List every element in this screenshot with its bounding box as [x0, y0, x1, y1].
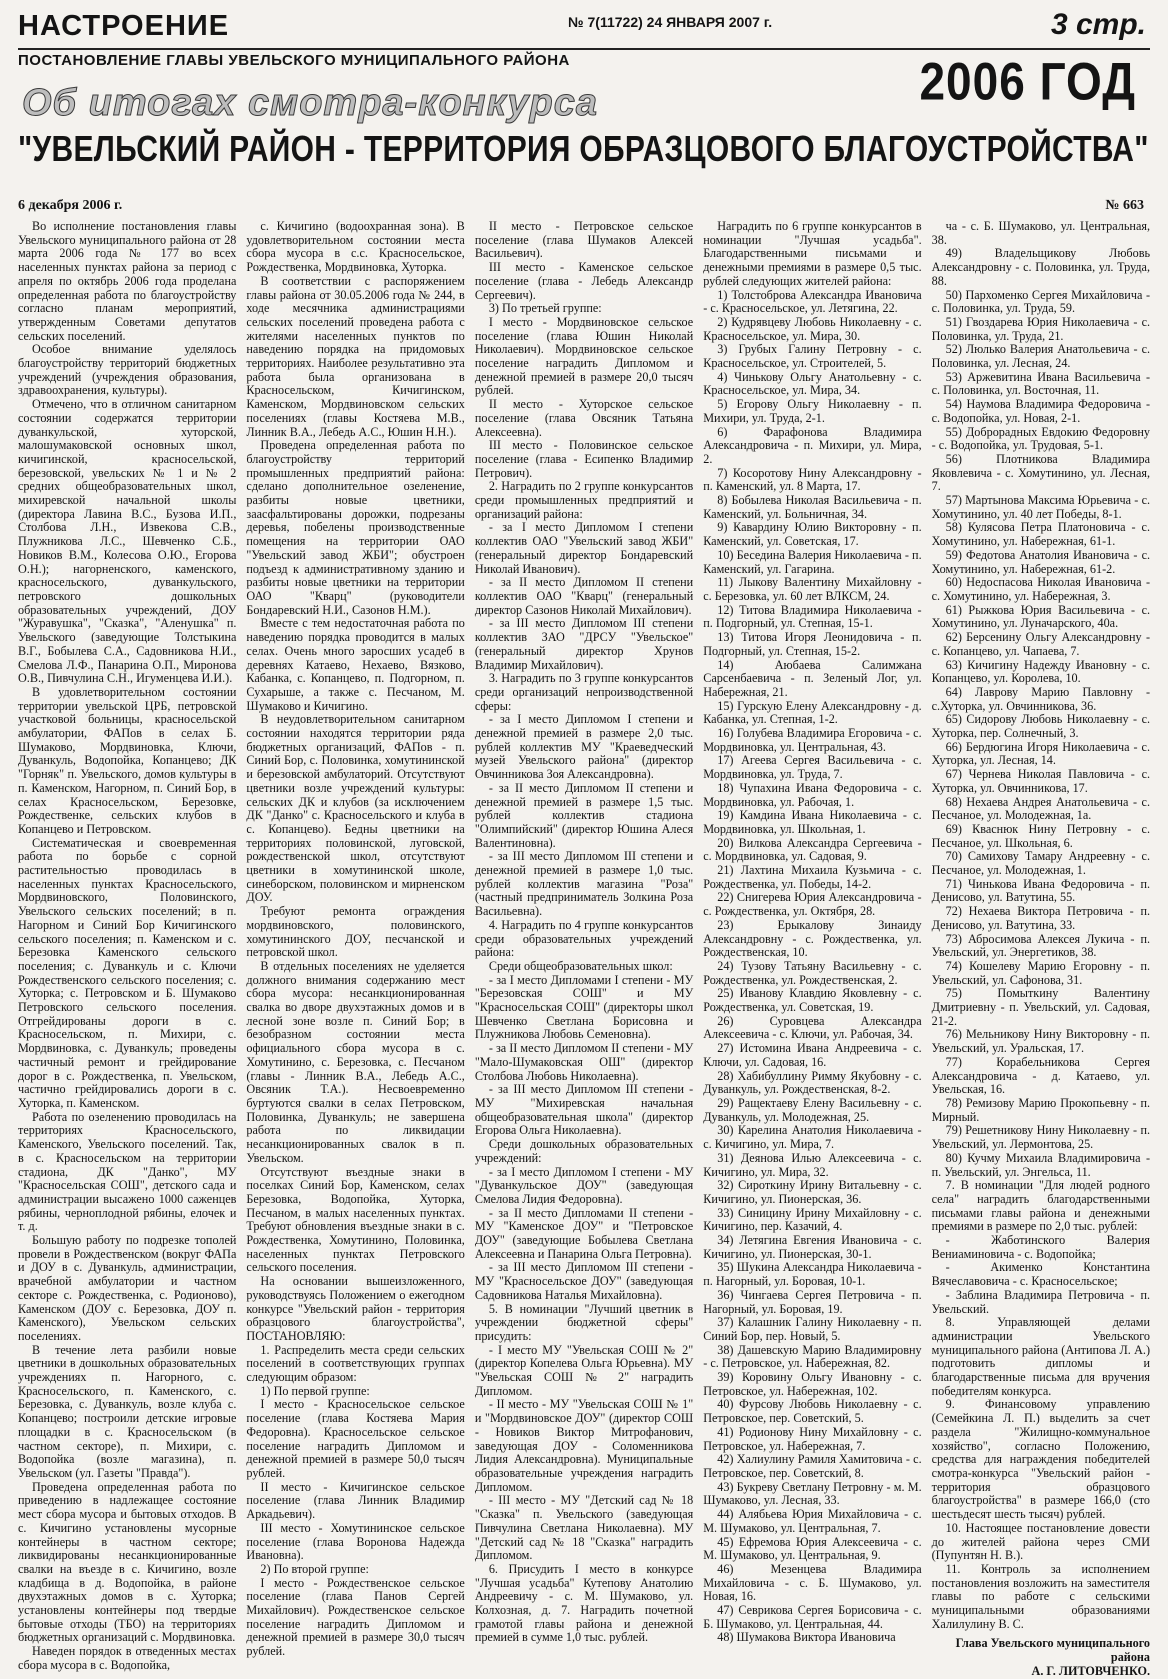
article-paragraph: 45) Ефремова Юрия Алексеевича - с. М. Шумаково, ул. Центральная, 9.: [703, 1534, 922, 1563]
article-paragraph: 63) Кичигину Надежду Ивановну - с. Копанцево, ул. Королева, 10.: [931, 657, 1151, 686]
article-paragraph: 78) Ремизову Марию Прокопьевну - п. Мирный.: [931, 1096, 1151, 1124]
article-paragraph: 32) Сироткину Ирину Витальевну - с. Кичигино, ул. Пионерская, 36.: [703, 1178, 922, 1206]
article-paragraph: - Заблина Владимира Петровича - п. Увельский.: [931, 1287, 1151, 1316]
article-paragraph: 21) Лахтина Михаила Кузьмича - с. Рождественка, ул. Победы, 14-2.: [703, 863, 922, 891]
article-paragraph: - за I место Дипломом I степени и денежной премией в размере 2,0 тыс. рублей коллектив МУ "Краеведческий музей Увельского района" (директор Овчинникова Зоя Александровна).: [474, 712, 694, 782]
signature-name: А. Г. ЛИТОВЧЕНКО.: [1031, 1663, 1151, 1678]
article-paragraph: 22) Снигерева Юрия Александровича - с. Рождественка, ул. Октября, 28.: [703, 890, 922, 919]
article-paragraph: 12) Титова Владимира Николаевича - п. Подгорный, ул. Степная, 15-1.: [703, 602, 922, 631]
article-paragraph: 24) Тузову Татьяну Васильевну - с. Рождественка, ул. Рождественская, 2.: [703, 958, 922, 987]
article-paragraph: Во исполнение постановления главы Увельского муниципального района от 28 марта 2006 года № 177 во всех населенных пунктах района за период с апреля по октябрь 2006 года проделана определенная работа по благоустройству согласно планам мероприятий, утвержденным Советами депутатов сельских поселений.: [18, 219, 237, 343]
article-paragraph: В неудовлетворительном санитарном состоянии находятся территории ряда бюджетных организаций, ФАПов - п. Синий Бор, с. Половинка, хомутининской и березовской амбулаторий. Отсутствуют цветники возле учреждений культуры: сельских ДК и клубов (за исключением ДК "Данко" с. Красносельского и клуба в с. Копанцево). Бедны цветники на территориях половинской, луговской, рождественской школ, отсутствуют цветники в хомутининской школе, синеборском, половинском и мирненском ДОУ.: [246, 712, 465, 905]
article-paragraph: 4) Чинькову Ольгу Анатольевну - с. Красносельское, ул. Мира, 34.: [703, 369, 922, 398]
newspaper-name: НАСТРОЕНИЕ: [18, 10, 230, 42]
article-paragraph: В течение лета разбили новые цветники в дошкольных образовательных учреждениях п. Нагорного, с. Красносельского, п. Каменского, с. Березовка, с. Дуванкуль, возле клуба с. Копанцево; построили детские игровые площадки в с. Красносельском (в частном секторе), п. Михири, с. Водопойка (возле магазина), п. Увельском (ул. Газеты "Правда").: [18, 1342, 237, 1480]
article-column-1: [18, 219, 237, 1672]
article-paragraph: Отсутствуют въездные знаки в поселках Синий Бор, Каменском, селах Березовка, Водопойка, Хуторка, Песчаном, в малых населенных пунктах. Требуют обновления въездные знаки в с. Рождественка, Хомутинино, Половинка, населенных пунктах Петровского сельского поселения.: [246, 1164, 465, 1275]
decree-meta: [18, 198, 1150, 216]
article-paragraph: 64) Лаврову Марию Павловну - с.Хуторка, ул. Овчинникова, 36.: [931, 684, 1151, 713]
article-paragraph: 9. Финансовому управлению (Семейкина Л. П.) выделить за счет раздела "Жилищно-коммунальное хозяйство", согласно Положению, средства для награждения победителей смотра-конкурса "Увельский район - территория образцового благоустройства" в размере 166,0 (сто шестьдесят шесть тысяч) рублей.: [931, 1397, 1151, 1522]
signature-block: [932, 1637, 1150, 1678]
article-paragraph: 11. Контроль за исполнением постановления возложить на заместителя главы по работе с сельскими муниципальными образованиями Халилулину В. С.: [931, 1561, 1151, 1631]
article-paragraph: - за III место Дипломом III степени коллектив ЗАО "ДРСУ "Увельское" (генеральный директор Хрунов Владимир Михайлович).: [474, 616, 694, 672]
article-paragraph: 1) Толстоброва Александра Ивановича - с. Красносельское, ул. Летягина, 22.: [703, 287, 922, 316]
article-paragraph: 70) Самихову Тамару Андреевну - с. Песчаное, ул. Молодежная, 1.: [931, 849, 1151, 878]
article-paragraph: 49) Владельщикову Любовь Александровну - с. Половинка, ул. Труда, 88.: [931, 246, 1151, 288]
signature-title: Глава Увельского муниципального района: [955, 1636, 1151, 1665]
issue-info: № 7(11722) 24 ЯНВАРЯ 2007 г.: [568, 14, 773, 30]
year-heading: 2006 ГОД: [919, 51, 1136, 111]
article-paragraph: Отмечено, что в отличном санитарном состоянии содержатся территории дуванкульской, хуторской, малошумаковской основных школ, кичигинской, красносельской, березовской, увельских № 1 и № 2 средних общеобразовательных школ, михиревской начальной школы (директора Лавина В.С., Бузова И.П., Столбова Л.Н., Извекова С.В., Плужникова Л.С., Шевченко С.Б., Новиков В.М., Колесова О.Ю., Егорова О.Н.); нагорненского, каменского, красносельского, дуванкульского, петровского дошкольных образовательных учреждений, ДОУ "Журавушка", "Сказка", "Аленушка" п. Увельского (заведующие Толстыкина В.Г., Бобылева С.А., Садовникова Н.И., Смелова Л.Ф., Панарина О.П., Миронова О.В., Пивчулина С.Н., Игуменцева И.И.).: [18, 397, 237, 686]
article-paragraph: 67) Чернева Николая Павловича - с. Хуторка, ул. Овчинникова, 17.: [931, 767, 1151, 795]
article-paragraph: 20) Вилкова Александра Сергеевича - с. Мордвиновка, ул. Садовая, 9.: [703, 835, 922, 864]
article-paragraph: 19) Камдина Ивана Николаевича - с. Мордвиновка, ул. Школьная, 1.: [703, 808, 922, 836]
article-paragraph: Требуют ремонта ограждения мордвиновского, половинского, хомутининского ДОУ, песчанской и петровской школ.: [246, 904, 465, 960]
article-paragraph: 1) По первой группе:: [260, 1383, 370, 1398]
article-paragraph: - за II место Дипломами II степени - МУ "Каменское ДОУ" и "Петровское ДОУ" (заведующие Бобылева Светлана Алексеевна и Панарина Ольга Петровна).: [474, 1205, 694, 1261]
article-paragraph: 8) Бобылева Николая Васильевича - п. Каменский, ул. Больничная, 34.: [703, 493, 922, 521]
article-paragraph: - Жаботинского Валерия Вениаминовича - с. Водопойка;: [931, 1233, 1151, 1261]
article-paragraph: 28) Хабибуллину Римму Якубовну - с. Дуванкуль, ул. Рождественская, 8-2.: [703, 1068, 922, 1097]
article-paragraph: 10) Беседина Валерия Николаевича - п. Каменский, ул. Гагарина.: [703, 547, 922, 576]
article-paragraph: I место - Красносельское сельское поселение (глава Костяева Мария Федоровна). Красносельское сельское поселение наградить Дипломом и денежной премией в размере 50,0 тысяч рублей.: [246, 1397, 465, 1480]
masthead: [18, 8, 1150, 50]
article-paragraph: II место - Кичигинское сельское поселение (глава Линник Владимир Аркадьевич).: [246, 1479, 465, 1522]
article-paragraph: 74) Кошелеву Марию Егоровну - п. Увельский, ул. Сафонова, 31.: [931, 958, 1151, 987]
article-paragraph: I место - Мордвиновское сельское поселение (глава Юшин Николай Николаевич). Мордвиновское сельское поселение наградить Дипломом и денежной премией в размере 20,0 тысяч рублей.: [474, 314, 694, 398]
article-paragraph: III место - Хомутининское сельское поселение (глава Воронова Надежда Ивановна).: [246, 1520, 465, 1563]
article-paragraph: 73) Абросимова Алексея Лукича - п. Увельский, ул. Энергетиков, 38.: [931, 931, 1151, 960]
decree-date: 6 декабря 2006 г.: [18, 198, 123, 213]
article-paragraph: 65) Сидорову Любовь Николаевну - с. Хуторка, пер. Солнечный, 3.: [931, 712, 1151, 741]
article-paragraph: 47) Севрикова Сергея Борисовича - с. Б. Шумаково, ул. Центральная, 44.: [703, 1603, 922, 1631]
article-column-5: [931, 219, 1151, 1678]
article-paragraph: 13) Титова Игоря Леонидовича - п. Подгорный, ул. Степная, 15-2.: [703, 630, 922, 658]
article-paragraph: 31) Деянова Илью Алексеевича - с. Кичигино, ул. Мира, 32.: [703, 1150, 922, 1179]
article-paragraph: 42) Халиулину Рамиля Хамитовича - с. Петровское, пер. Советский, 8.: [703, 1452, 922, 1480]
article-paragraph: 10. Настоящее постановление довести до жителей района через СМИ (Пупунтян Н. В.).: [931, 1520, 1151, 1563]
article-paragraph: 6) Фарафонова Владимира Александровича - п. Михири, ул. Мира, 2.: [703, 424, 922, 466]
decree-heading: ПОСТАНОВЛЕНИЕ ГЛАВЫ УВЕЛЬСКОГО МУНИЦИПАЛЬНОГО РАЙОНА: [18, 52, 570, 69]
article-paragraph: II место - Хуторское сельское поселение (глава Овсяник Татьяна Алексеевна).: [474, 397, 694, 439]
article-paragraph: 53) Аржевитина Ивана Васильевича - с. Половинка, ул. Восточная, 11.: [931, 369, 1151, 398]
article-paragraph: 46) Мезенцева Владимира Михайловича - с. Б. Шумаково, ул. Новая, 16.: [703, 1561, 922, 1604]
article-paragraph: 35) Шукина Александра Николаевича - п. Нагорный, ул. Боровая, 10-1.: [703, 1260, 922, 1289]
article-paragraph: 2. Наградить по 2 группе конкурсантов среди промышленных предприятий и организаций района:: [474, 479, 694, 521]
article-paragraph: 25) Иванову Клавдию Яковлевну - с. Рождественка, ул. Советская, 19.: [703, 986, 922, 1015]
article-paragraph: - за III место Дипломом III степени и денежной премией в размере 1,0 тыс. рублей коллектив магазина "Роза" (частный предприниматель Золкина Роза Васильевна).: [474, 849, 694, 919]
article-paragraph: 41) Родионову Нину Михайловну - с. Петровское, ул. Набережная, 7.: [703, 1424, 922, 1453]
article-paragraph: 18) Чупахина Ивана Федоровича - с. Мордвиновка, ул. Рабочая, 1.: [703, 780, 922, 809]
article-paragraph: III место - Каменское сельское поселение (глава - Лебедь Александр Сергеевич).: [474, 260, 694, 302]
article-paragraph: На основании вышеизложенного, руководствуясь Положением о ежегодном конкурсе "Увельский район - территория образцового благоустройства", ПОСТАНОВЛЯЮ:: [246, 1274, 465, 1343]
article-paragraph: 57) Мартынова Максима Юрьевича - с. Хомутинино, ул. 40 лет Победы, 8-1.: [931, 493, 1151, 521]
article-paragraph: Работа по озеленению проводилась на территориях Красносельского, Каменского, Увельского поселений. Так, в с. Красносельском на территории стадиона, ДК "Данко", МУ "Красносельская СОШ", детского сада и администрации высажено 1000 саженцев рябины, черноплодной рябины, елочек и т. д.: [18, 1109, 237, 1234]
article-paragraph: 5. В номинации "Лучший цветник в учреждении бюджетной сферы" присудить:: [474, 1301, 694, 1343]
article-paragraph: 54) Наумова Владимира Федоровича - с. Водопойка, ул. Новая, 2-1.: [931, 397, 1151, 425]
article-paragraph: 56) Плотникова Владимира Яковлевича - с. Хомутинино, ул. Лесная, 7.: [931, 451, 1151, 494]
article-paragraph: 37) Калашник Галину Николаевну - п. Синий Бор, пер. Новый, 5.: [703, 1315, 922, 1343]
article-paragraph: Особое внимание уделялось благоустройству территорий бюджетных учреждений (учреждения образования, здравоохранения, культуры).: [18, 342, 237, 398]
article-paragraph: 44) Алябьева Юрия Михайловича - с. М. Шумаково, ул. Центральная, 7.: [703, 1507, 922, 1535]
article-paragraph: 48) Шумакова Виктора Ивановича: [717, 1630, 896, 1645]
article-paragraph: 26) Суровцева Александра Алексеевича - с. Ключи, ул. Рабочая, 34.: [703, 1013, 922, 1042]
article-paragraph: - за II место Дипломом II степени коллектив ОАО "Кварц" (генеральный директор Сазонов Николай Михайлович).: [474, 575, 694, 617]
article-paragraph: 72) Нехаева Виктора Петровича - п. Денисово, ул. Ватутина, 33.: [931, 904, 1151, 932]
article-paragraph: 23) Ерыкалову Зинаиду Александровну - с. Рождественка, ул. Рождественская, 10.: [703, 917, 922, 960]
article-paragraph: В удовлетворительном состоянии территории увельской ЦРБ, петровской участковой больницы, красносельской амбулатории, ФАПов в селах Б. Шумаково, Мордвиновка, Ключи, Дуванкуль, Водопойка, Копанцево; ДК "Горняк" п. Увельского, домов культуры в п. Каменском, Нагорном, п. Синий Бор, в селах Красносельском, Березовке, Рождественке, сельских клубов в Копанцево и Петровском.: [18, 684, 237, 836]
article-paragraph: 29) Ращектаеву Елену Васильевну - с. Дуванкуль, ул. Молодежная, 25.: [703, 1096, 922, 1124]
article-paragraph: 36) Чингаева Сергея Петровича - п. Нагорный, ул. Боровая, 19.: [703, 1287, 922, 1316]
article-paragraph: 17) Агеева Сергея Васильевича - с. Мордвиновка, ул. Труда, 7.: [703, 753, 922, 782]
article-paragraph: 11) Лыкову Валентину Михайловну - с. Березовка, ул. 60 лет ВЛКСМ, 24.: [703, 575, 922, 603]
article-paragraph: - I место МУ "Увельская СОШ № 2" (директор Копелева Ольга Юрьевна). МУ "Увельская СОШ № 2" наградить Дипломом.: [474, 1342, 694, 1398]
article-paragraph: - за II место Дипломом II степени и денежной премией в размере 1,5 тыс. рублей коллектив стадиона "Олимпийский" (директор Юшина Алеся Валентиновна).: [474, 780, 694, 850]
article-paragraph: 52) Люлько Валерия Анатольевича - с. Половинка, ул. Лесная, 24.: [931, 342, 1151, 371]
page-number: 3 стр.: [1050, 8, 1146, 41]
article-paragraph: 33) Синицину Ирину Михайловну - с. Кичигино, пер. Казачий, 4.: [703, 1205, 922, 1234]
article-paragraph: 2) Кудрявцеву Любовь Николаевну - с. Красносельское, ул. Мира, 30.: [703, 314, 922, 343]
article-paragraph: с. Кичигино (водоохранная зона). В удовлетворительном состоянии места сбора мусора в с.с. Красносельское, Рождественка, Мордвиновка, Хуторка.: [246, 219, 465, 275]
article-paragraph: Наведен порядок в отведенных местах сбора мусора в с. Водопойка,: [18, 1644, 237, 1672]
article-paragraph: 43) Букреву Светлану Петровну - м. М. Шумаково, ул. Лесная, 33.: [703, 1479, 922, 1508]
article-paragraph: 59) Федотова Анатолия Ивановича - с. Хомутинино, ул. Набережная, 61-2.: [931, 547, 1151, 576]
article-paragraph: Среди общеобразовательных школ:: [488, 958, 673, 973]
article-paragraph: 68) Нехаева Андрея Анатольевича - с. Песчаное, ул. Молодежная, 1а.: [931, 794, 1151, 823]
article-headline: "УВЕЛЬСКИЙ РАЙОН - ТЕРРИТОРИЯ ОБРАЗЦОВОГО БЛАГОУСТРОЙСТВА": [18, 130, 1149, 170]
article-paragraph: 16) Голубева Владимира Егоровича - с. Мордвиновка, ул. Центральная, 43.: [703, 726, 922, 754]
article-paragraph: I место - Рождественское сельское поселение (глава Панов Сергей Михайлович). Рождественское сельское поселение наградить Дипломом и денежной премией в размере 30,0 тысяч рублей.: [246, 1575, 465, 1659]
article-paragraph: 3. Наградить по 3 группе конкурсантов среди организаций непроизводственной сферы:: [474, 671, 694, 713]
article-paragraph: 71) Чинькова Ивана Федоровича - п. Денисово, ул. Ватутина, 55.: [931, 876, 1151, 905]
article-paragraph: 15) Гурскую Елену Александровну - д. Кабанка, ул. Степная, 1-2.: [703, 698, 922, 727]
article-paragraph: 58) Кулясова Петра Платоновича - с. Хомутинино, ул. Набережная, 61-1.: [931, 520, 1151, 549]
article-paragraph: II место - Петровское сельское поселение (глава Шумаков Алексей Васильевич).: [474, 219, 694, 261]
article-paragraph: 34) Летягина Евгения Ивановича - с. Кичигино, ул. Пионерская, 30-1.: [703, 1233, 922, 1261]
article-column-2: [246, 219, 465, 1659]
article-columns: [18, 219, 1151, 1678]
article-paragraph: Большую работу по подрезке тополей провели в Рождественском (вокруг ФАПа и ДОУ в с. Дуванкуль, администрации, врачебной амбулатории и частном секторе с. Рождественка, с. Родионово), Каменском (ДОУ с. Березовка, ДОУ п. Каменского), Увельском сельских поселениях.: [18, 1233, 237, 1343]
article-paragraph: 5) Егорову Ольгу Николаевну - п. Михири, ул. Труда, 2-1.: [703, 397, 922, 425]
article-paragraph: 6. Присудить I место в конкурсе "Лучшая усадьба" Кутепову Анатолию Андреевичу - с. М. Шумаково, ул. Колхозная, д. 7. Наградить почетной грамотой главы района и денежной премией в сумме 1,0 тыс. рублей.: [474, 1561, 694, 1645]
article-paragraph: - II место - МУ "Увельская СОШ № 1" и "Мордвиновское ДОУ" (директор СОШ - Новиков Виктор Митрофанович, заведующая ДОУ - Соломенникова Лидия Александровна). Муниципальные образовательные учреждения наградить Дипломом.: [474, 1397, 694, 1494]
article-paragraph: 55) Доброрадных Евдокию Федоровну - с. Водопойка, ул. Трудовая, 5-1.: [931, 424, 1151, 453]
article-paragraph: - за I место Дипломом I степени - МУ "Дуванкульское ДОУ" (заведующая Смелова Лидия Федоровна).: [474, 1164, 694, 1206]
article-column-3: [474, 219, 694, 1645]
article-paragraph: Систематическая и своевременная работа по борьбе с сорной растительностью проводилась в населенных пунктах Красносельского, Мордвиновского, Половинского, Увельского сельских поселений; в п. Нагорном и Синий Бор Кичигинского сельского поселения; п. Каменском и с. Березовка Каменского сельского поселения; с. Дуванкуль и с. Ключи Рождественского сельского поселения; с. Хуторка; с. Петровском и Б. Шумаково Петровского сельского поселения. Отгрейдированы дороги в с. Красносельском, п. Михири, с. Мордвиновка, с. Дуванкуль; проведены частичный ремонт и грейдирование дорог в с. Рождественка, п. Увельском, частично грейдировались дороги в с. Хуторка, п. Каменском.: [18, 835, 237, 1110]
article-paragraph: 1. Распределить места среди сельских поселений в соответствующих группах следующим образом:: [246, 1342, 465, 1385]
article-paragraph: - за III место Дипломом III степени - МУ "Красносельское ДОУ" (заведующая Садовникова Наталья Михайловна).: [474, 1260, 694, 1302]
article-subtitle: Об итогах смотра-конкурса: [22, 82, 598, 124]
article-paragraph: 38) Дашевскую Марию Владимировну - с. Петровское, ул. Набережная, 82.: [703, 1342, 922, 1371]
article-paragraph: 79) Решетникову Нину Николаевну - п. Увельский, ул. Лермонтова, 25.: [931, 1123, 1151, 1152]
article-paragraph: 7) Косоротову Нину Александровну - п. Каменский, ул. 8 Марта, 17.: [703, 465, 922, 494]
article-paragraph: 3) Грубых Галину Петровну - с. Красносельское, ул. Строителей, 5.: [703, 342, 922, 371]
article-paragraph: 7. В номинации "Для людей родного села" наградить благодарственными письмами главы района и денежными премиями в размере по 2,0 тыс. рублей:: [931, 1178, 1151, 1234]
article-paragraph: 76) Мельникову Нину Викторовну - п. Увельский, ул. Уральская, 17.: [931, 1027, 1151, 1056]
article-paragraph: 75) Помыткину Валентину Дмитриевну - п. Увельский, ул. Садовая, 21-2.: [931, 986, 1151, 1028]
article-paragraph: III место - Половинское сельское поселение (глава - Есипенко Владимир Петрович).: [474, 438, 694, 480]
article-paragraph: 51) Гвоздарева Юрия Николаевича - с. Половинка, ул. Труда, 21.: [931, 314, 1151, 343]
article-paragraph: Наградить по 6 группе конкурсантов в номинации "Лучшая усадьба". Благодарственными письмами и денежными премиями в размере 0,5 тыс. рублей следующих жителей района:: [703, 219, 922, 288]
article-paragraph: 3) По третьей группе:: [488, 301, 602, 316]
article-paragraph: 69) Кваснюк Нину Петровну - с. Песчаное, ул. Школьная, 6.: [931, 821, 1151, 850]
newspaper-page: [18, 8, 1151, 1678]
article-paragraph: Проведена определенная работа по благоустройству территорий промышленных предприятий района: сделано дополнительное озеленение, разбиты новые цветники, заасфальтированы дорожки, подрезаны деревья, побелены производственные помещения на территории ОАО "Увельский завод ЖБИ"; обустроен подъезд к административному зданию и разбиты новые цветники на территории ОАО "Кварц" (руководители Бондаревский Н.И., Сазонов Н.М.).: [246, 438, 465, 617]
article-paragraph: 9) Кавардину Юлию Викторовну - п. Каменский, ул. Советская, 17.: [703, 520, 922, 549]
article-paragraph: 50) Пархоменко Сергея Михайловича - с. Половинка, ул. Труда, 59.: [931, 287, 1151, 316]
article-paragraph: 61) Рыжкова Юрия Васильевича - с. Хомутинино, ул. Луначарского, 40а.: [931, 602, 1151, 631]
article-paragraph: Среди дошкольных образовательных учреждений:: [474, 1137, 694, 1165]
article-paragraph: 39) Коровину Ольгу Ивановну - с. Петровское, ул. Набережная, 102.: [703, 1370, 922, 1398]
article-paragraph: 27) Истомина Ивана Андреевича - с. Ключи, ул. Садовая, 16.: [703, 1041, 922, 1069]
article-paragraph: 77) Корабельникова Сергея Александровича - д. Катаево, ул. Увельская, 16.: [931, 1054, 1151, 1097]
article-paragraph: В соответствии с распоряжением главы района от 30.05.2006 года № 244, в ходе месячника администрациями сельских поселений проведена работа с жителями населенных пунктов по наведению порядка на придомовых территориях. Наиболее результативно эта работа была организована в Красносельском, Кичигинском, Каменском, Мордвиновском сельских поселениях (главы Костяева М.В., Линник В.А., Лебедь А.С., Юшин Н.Н.).: [246, 273, 465, 439]
article-paragraph: - за I место Дипломом I степени коллектив ОАО "Увельский завод ЖБИ" (генеральный директор Бондаревский Николай Иванович).: [474, 520, 694, 576]
article-paragraph: - Акименко Константина Вячеславовича - с. Красносельское;: [931, 1260, 1151, 1289]
article-paragraph: - за III место Дипломом III степени - МУ "Михиревская начальная общеобразовательная школа" (директор Егорова Ольга Николаевна).: [474, 1082, 694, 1138]
article-paragraph: - III место - МУ "Детский сад № 18 "Сказка" п. Увельского (заведующая Пивчулина Светлана Николаевна). МУ "Детский сад № 18 "Сказка" наградить Дипломом.: [474, 1493, 694, 1563]
article-paragraph: 60) Недоспасова Николая Ивановича - с. Хомутинино, ул. Набережная, 3.: [931, 575, 1151, 603]
article-paragraph: 66) Бердюгина Игоря Николаевича - с. Хуторка, ул. Лесная, 14.: [931, 739, 1151, 768]
article-paragraph: 8. Управляющей делами администрации Увельского муниципального района (Антипова Л. А.) подготовить дипломы и благодарственные письма для вручения победителям конкурса.: [931, 1315, 1151, 1398]
article-paragraph: Вместе с тем недостаточная работа по наведению порядка проводится в малых селах. Очень много заросших усадеб в деревнях Катаево, Нехаево, Вязково, Кабанка, с. Копанцево, п. Подгорном, п. Сухарыше, а также с. Песчаном, М. Шумаково и Кичигино.: [246, 616, 465, 713]
article-paragraph: - за I место Дипломами I степени - МУ "Березовская СОШ" и МУ "Красносельская СОШ" (директоры школ Шевченко Светлана Борисовна и Плужникова Любовь Семеновна).: [474, 972, 694, 1042]
article-paragraph: ча - с. Б. Шумаково, ул. Центральная, 38.: [931, 219, 1151, 247]
article-paragraph: В отдельных поселениях не уделяется должного внимания содержанию мест сбора мусора: несанкционированная свалка во дворе двухэтажных домов и в лесной зоне возле п. Синий Бор; в безобразном состоянии места официального сбора мусора в с. Хомутинино, с. Березовка, с. Песчаном (главы - Линник В.А., Лебедь А.С., Овсяник Т.А.). Несвоевременно буртуются свалки в селах Петровском, Половинка, Дуванкуль; не завершена работа по ликвидации несанкционированных свалок в п. Увельском.: [246, 958, 465, 1165]
article-paragraph: 2) По второй группе:: [260, 1561, 369, 1576]
decree-number: № 663: [1105, 198, 1144, 213]
article-column-4: [703, 219, 922, 1645]
article-paragraph: 80) Кучму Михаила Владимировича - п. Увельский, ул. Энгельса, 11.: [931, 1150, 1151, 1179]
article-paragraph: 30) Карелина Анатолия Николаевича - с. Кичигино, ул. Мира, 7.: [703, 1123, 922, 1152]
article-paragraph: 4. Наградить по 4 группе конкурсантов среди образовательных учреждений района:: [474, 917, 694, 960]
article-paragraph: 14) Аюбаева Салимжана Сарсенбаевича - п. Зеленый Лог, ул. Набережная, 21.: [703, 657, 922, 699]
article-paragraph: Проведена определенная работа по приведению в надлежащее состояние мест сбора мусора и бытовых отходов. В с. Кичигино установлены мусорные контейнеры в частном секторе; ликвидированы несанкционированные свалки на въезде в с. Кичигино, возле кладбища в д. Водопойка, в районе двухэтажных домов в с. Хуторка; установлены контейнеры под твердые бытовые отходы (ТБО) на территориях бюджетных организаций с. Мордвиновка.: [18, 1479, 237, 1645]
article-paragraph: 40) Фурсову Любовь Николаевну - с. Петровское, пер. Советский, 5.: [703, 1397, 922, 1426]
article-paragraph: - за II место Дипломом II степени - МУ "Мало-Шумаковская ОШ" (директор Столбова Любовь Николаевна).: [474, 1041, 694, 1083]
article-paragraph: 62) Берсенину Ольгу Александровну - с. Копанцево, ул. Чапаева, 7.: [931, 630, 1151, 658]
